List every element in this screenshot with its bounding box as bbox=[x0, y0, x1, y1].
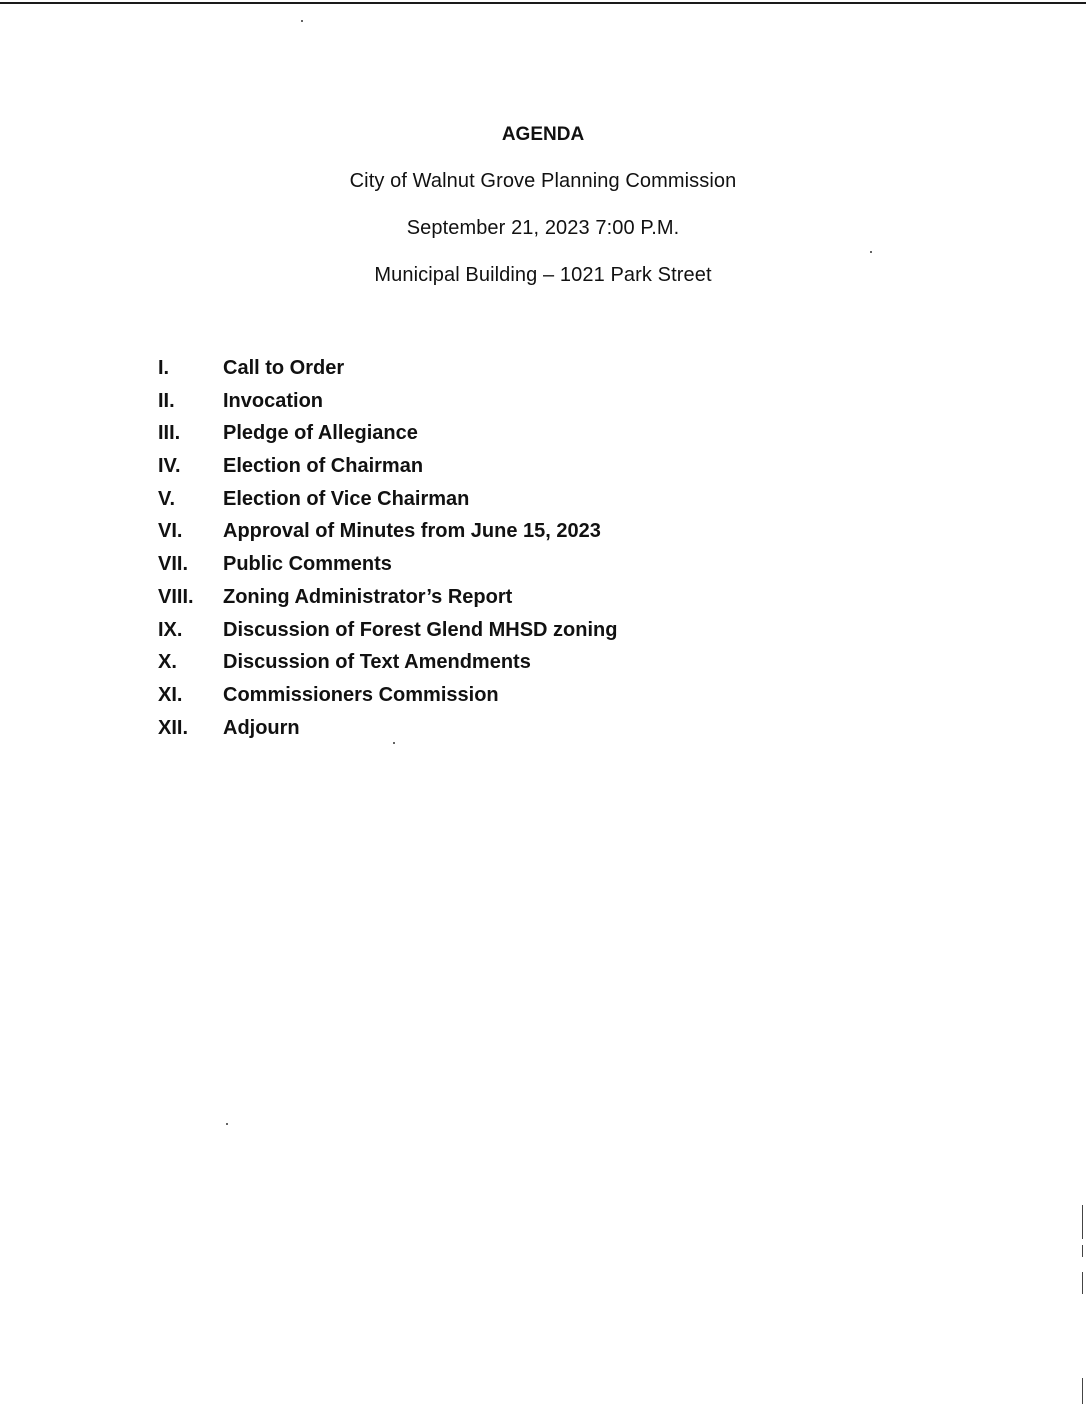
agenda-item-number: X. bbox=[158, 651, 177, 674]
agenda-item-label: Approval of Minutes from June 15, 2023 bbox=[223, 520, 601, 543]
scan-edge-mark bbox=[1082, 1378, 1083, 1404]
agenda-item-label: Zoning Administrator’s Report bbox=[223, 585, 513, 608]
agenda-item bbox=[158, 586, 617, 619]
scan-speck bbox=[301, 20, 303, 22]
agenda-item-number: VI. bbox=[158, 520, 183, 543]
scan-edge-mark bbox=[1082, 1205, 1083, 1239]
agenda-item-number: V. bbox=[158, 487, 176, 510]
agenda-item-number: VII. bbox=[158, 553, 189, 576]
agenda-item-number: XI. bbox=[158, 683, 183, 706]
agenda-item-label: Public Comments bbox=[223, 553, 392, 576]
agenda-item-label: Discussion of Text Amendments bbox=[223, 651, 531, 674]
agenda-item bbox=[158, 390, 617, 423]
agenda-item bbox=[158, 422, 617, 455]
agenda-item-number: III. bbox=[158, 422, 181, 445]
agenda-item-label: Election of Vice Chairman bbox=[223, 487, 470, 510]
agenda-item bbox=[158, 520, 617, 553]
agenda-item bbox=[158, 488, 617, 521]
agenda-item-label: Call to Order bbox=[223, 357, 345, 379]
agenda-item-number: XII. bbox=[158, 716, 189, 739]
agenda-item bbox=[158, 717, 617, 750]
agenda-item-number: I. bbox=[158, 357, 170, 379]
agenda-item-number: VIII. bbox=[158, 585, 194, 608]
agenda-item bbox=[158, 684, 617, 717]
agenda-item bbox=[158, 553, 617, 586]
agenda-item-label: Commissioners Commission bbox=[223, 683, 499, 706]
agenda-item bbox=[158, 619, 617, 652]
agenda-item-number: II. bbox=[158, 389, 175, 412]
meeting-location: Municipal Building – 1021 Park Street bbox=[374, 264, 712, 286]
agenda-item-label: Adjourn bbox=[223, 716, 300, 739]
scan-edge-mark bbox=[1082, 1272, 1083, 1294]
agenda-item-label: Invocation bbox=[223, 389, 324, 412]
agenda-item bbox=[158, 651, 617, 684]
agenda-item-number: IV. bbox=[158, 455, 181, 478]
agenda-item bbox=[158, 455, 617, 488]
agenda-item bbox=[158, 357, 617, 390]
scan-speck bbox=[870, 251, 872, 253]
agenda-list bbox=[158, 357, 617, 749]
agenda-item-label: Pledge of Allegiance bbox=[223, 422, 418, 445]
scan-top-border bbox=[0, 2, 1086, 4]
meeting-date-time: September 21, 2023 7:00 P.M. bbox=[406, 217, 680, 239]
agenda-item-label: Discussion of Forest Glend MHSD zoning bbox=[223, 618, 618, 641]
agenda-title: AGENDA bbox=[501, 124, 585, 145]
agenda-item-number: IX. bbox=[158, 618, 183, 641]
organization-name: City of Walnut Grove Planning Commission bbox=[349, 170, 737, 192]
agenda-item-label: Election of Chairman bbox=[223, 455, 424, 478]
scan-speck bbox=[226, 1123, 228, 1125]
scan-edge-mark bbox=[1082, 1245, 1083, 1257]
